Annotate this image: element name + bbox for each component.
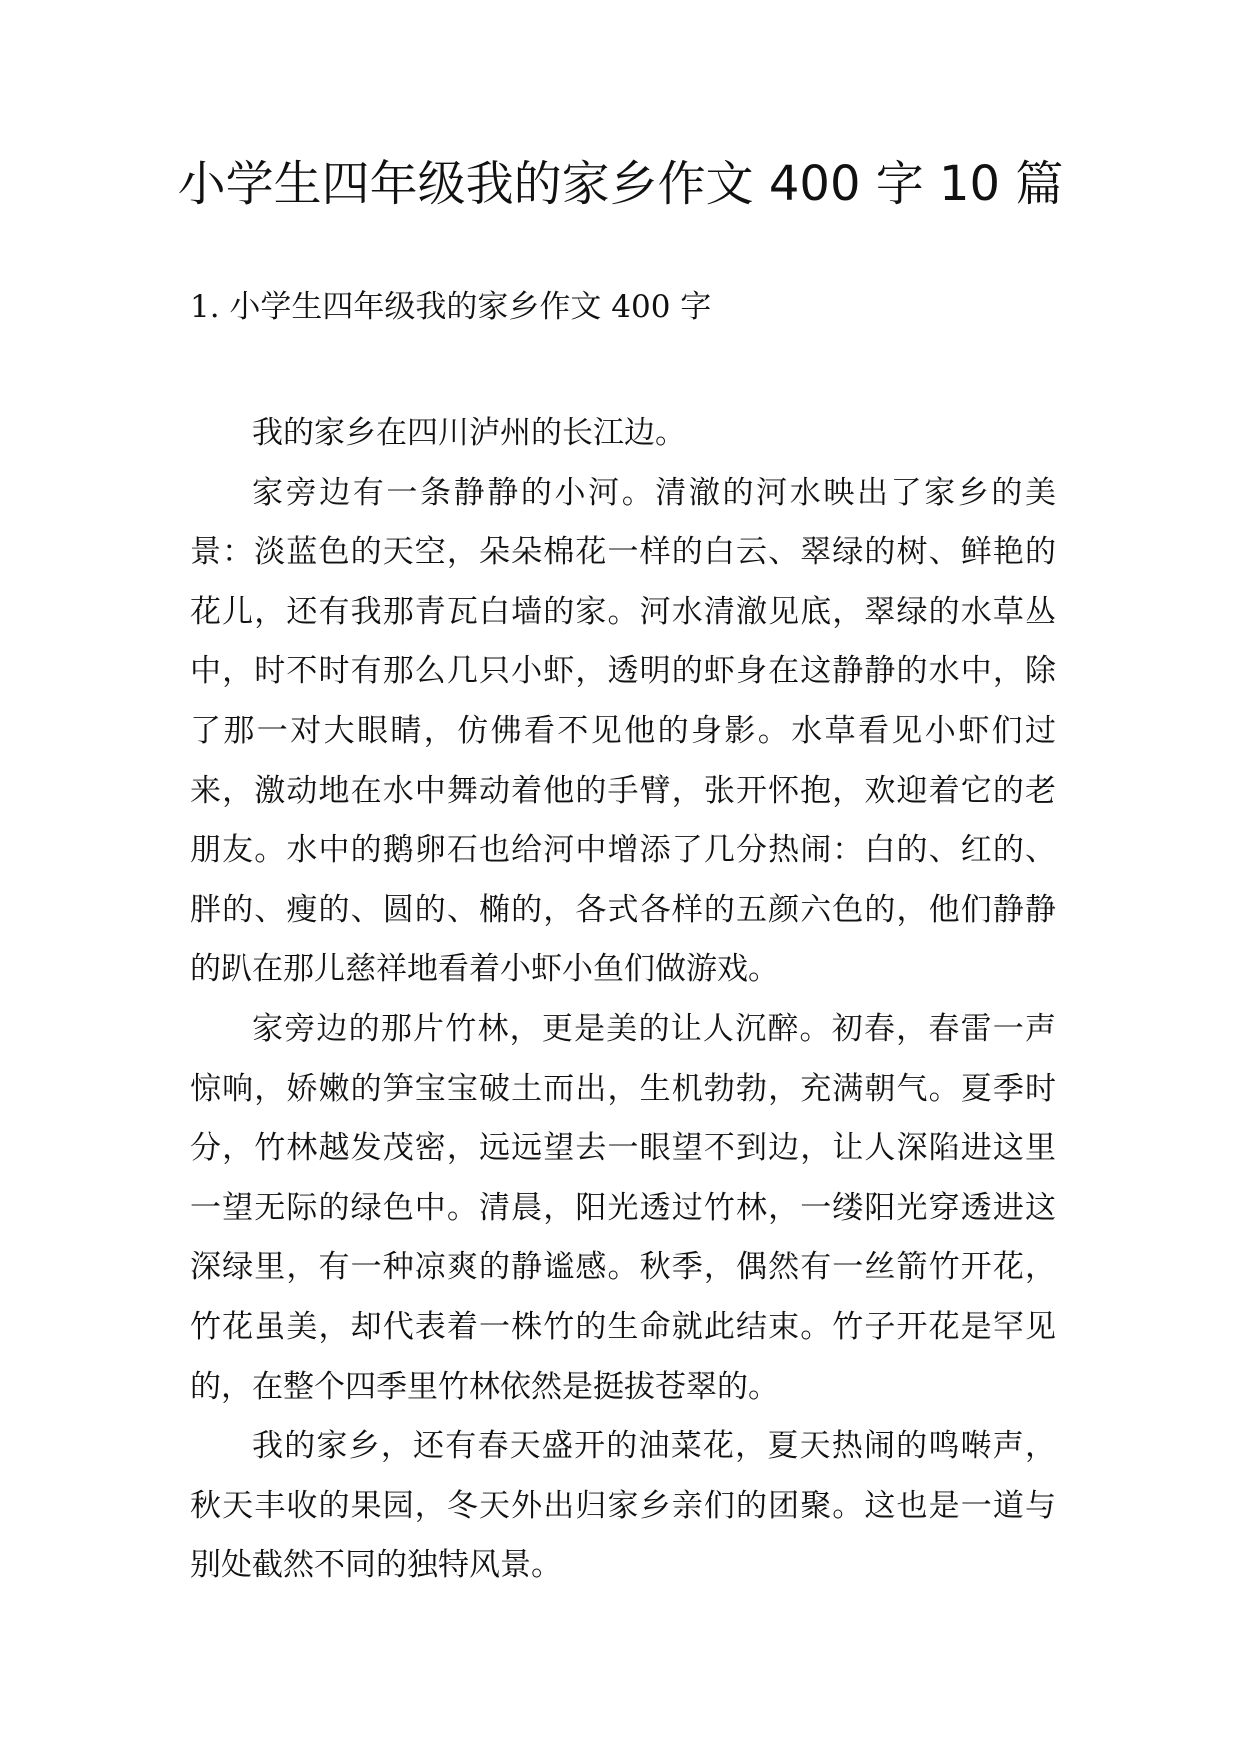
- paragraph-1: 我的家乡在四川泸州的长江边。: [252, 415, 686, 451]
- paragraph-4: 我的家乡，还有春天盛开的油菜花，夏天热闹的鸣啭声，秋天丰收的果园，冬天外出归家乡亲们的团聚。这也是一道与别处截然不同的独特风景。: [190, 1428, 1056, 1584]
- paragraph-2: 家旁边有一条静静的小河。清澈的河水映出了家乡的美景：淡蓝色的天空，朵朵棉花一样的白云、翠绿的树、鲜艳的花儿，还有我那青瓦白墙的家。河水清澈见底，翠绿的水草丛中，时不时有那么几只小虾，透明的虾身在这静静的水中，除了那一对大眼睛，仿佛看不见他的身影。水草看见小虾们过来，激动地在水中舞动着他的手臂，张开怀抱，欢迎着它的老朋友。水中的鹅卵石也给河中增添了几分热闹：白的、红的、胖的、瘦的、圆的、椭的，各式各样的五颜六色的，他们静静的趴在那儿慈祥地看着小虾小鱼们做游戏。: [190, 474, 1056, 988]
- essay-body: [190, 404, 1056, 1596]
- paragraph-3: 家旁边的那片竹林，更是美的让人沉醉。初春，春雷一声惊响，娇嫩的笋宝宝破土而出，生机勃勃，充满朝气。夏季时分，竹林越发茂密，远远望去一眼望不到边，让人深陷进这里一望无际的绿色中。清晨，阳光透过竹林，一缕阳光穿透进这深绿里，有一种凉爽的静谧感。秋季，偶然有一丝箭竹开花，竹花虽美，却代表着一株竹的生命就此结束。竹子开花是罕见的，在整个四季里竹林依然是挺拔苍翠的。: [190, 1010, 1056, 1405]
- document-title: 小学生四年级我的家乡作文 400 字 10 篇: [177, 156, 1064, 212]
- section-heading: 1. 小学生四年级我的家乡作文 400 字: [190, 289, 712, 325]
